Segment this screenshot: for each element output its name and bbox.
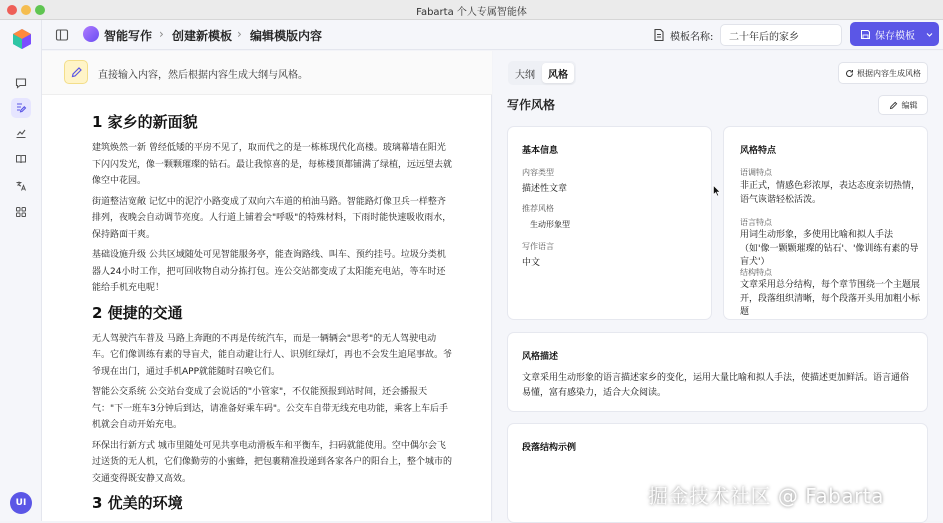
section-heading: 1 家乡的新面貌: [92, 113, 198, 131]
tab-outline[interactable]: 大纲: [515, 69, 535, 81]
style-traits-title: 风格特点: [740, 146, 777, 156]
section-heading: 3 优美的环境: [92, 494, 183, 512]
save-icon: [860, 29, 871, 40]
tone-label: 语调特点: [740, 168, 772, 177]
analysis-icon[interactable]: [11, 123, 31, 143]
structure-text: 文章采用总分结构，每个章节围绕一个主题展开，段落组织清晰，每个段落开头用加粗小标题: [740, 280, 921, 317]
paragraph: 基础设施升级 公共区域随处可见智能服务亭，能查询路线、叫车、预约挂号。垃圾分类机器人24小时工作，把可回收物自动分拣打包。连公交站都变成了太阳能充电站，等车时还能给手机充电呢！: [92, 250, 446, 293]
save-template-button[interactable]: [850, 22, 939, 46]
template-name-input[interactable]: [720, 24, 842, 46]
paragraph: 街道整洁宽敞 记忆中的泥泞小路变成了双向六车道的柏油马路。智能路灯像卫兵一样整齐排列，夜晚会自动调节亮度。人行道上铺着会"呼吸"的特殊材料，下雨时能快速吸收雨水，保持路面干爽。: [92, 196, 452, 240]
write-icon[interactable]: [11, 98, 31, 118]
language-traits-label: 语言特点: [740, 218, 772, 227]
style-description-title: 风格描述: [522, 352, 559, 362]
tone-text: 非正式，情感色彩浓厚，表达态度亲切热情，语气诙谐轻松活泼。: [740, 181, 921, 205]
chevron-right-icon: ›: [237, 27, 242, 41]
pencil-icon: [64, 60, 88, 84]
breadcrumb-writing[interactable]: 智能写作: [104, 29, 153, 43]
chevron-down-icon: [925, 30, 934, 39]
top-header: [42, 20, 943, 50]
paragraph: 建筑焕然一新 曾经低矮的平房不见了，取而代之的是一栋栋现代化高楼。玻璃幕墙在阳光下闪闪发光，像一颗颗璀璨的钻石。最让我惊喜的是，每栋楼顶都铺满了绿植，远远望去就像空中花园。: [92, 143, 453, 186]
editor-hint-text: 直接输入内容，然后根据内容生成大纲与风格。: [98, 70, 308, 81]
tab-style[interactable]: 风格: [542, 63, 574, 83]
paragraph-example-title: 段落结构示例: [522, 443, 577, 453]
edit-label: 编辑: [901, 100, 918, 110]
window-titlebar: [0, 0, 943, 20]
refresh-icon: [845, 69, 854, 78]
mouse-cursor-icon: [713, 185, 721, 197]
breadcrumb-edit-content: 编辑模版内容: [250, 29, 323, 43]
style-description-card: [507, 332, 928, 412]
language-label: 写作语言: [522, 242, 554, 251]
style-panel: [493, 51, 943, 521]
app-logo-icon: [11, 28, 33, 50]
user-avatar[interactable]: UI: [10, 492, 32, 514]
language-traits-text: 用词生动形象，多使用比喻和拟人手法（如'像一颗颗璀璨的钻石'、'像训练有素的导盲犬'）: [740, 230, 919, 267]
basic-info-title: 基本信息: [522, 146, 559, 156]
recommended-style-label: 推荐风格: [522, 204, 554, 213]
paragraph: 无人驾驶汽车普及 马路上奔跑的不再是传统汽车，而是一辆辆会"思考"的无人驾驶电动车。它们像训练有素的导盲犬，能自动避让行人、识别红绿灯，再也不会发生追尾事故。爷爷现在出门，通过手机APP就能随时召唤它们。: [92, 333, 453, 377]
content-editor[interactable]: [42, 51, 492, 521]
watermark-text: 掘金技术社区 @ Fabarta: [648, 484, 884, 508]
basic-info-card: [507, 126, 712, 320]
knowledge-book-icon[interactable]: [11, 149, 31, 169]
content-type-label: 内容类型: [522, 168, 554, 177]
editor-hint-bar: [42, 51, 492, 95]
save-template-label: 保存模板: [875, 30, 915, 42]
apps-grid-icon[interactable]: [11, 202, 31, 222]
breadcrumb-create-template[interactable]: 创建新模板: [172, 29, 233, 43]
recommended-style-value: 生动形象型: [530, 220, 570, 229]
sidebar-rail: [0, 20, 42, 521]
sidebar-toggle-icon[interactable]: [55, 28, 69, 42]
writing-style-title: 写作风格: [507, 98, 556, 112]
window-title: Fabarta 个人专属智能体: [416, 7, 527, 18]
style-traits-card: [723, 126, 928, 320]
edit-style-button[interactable]: [878, 95, 928, 115]
style-description-text: 文章采用生动形象的语言描述家乡的变化，运用大量比喻和拟人手法，使描述更加鲜活。语言通俗易懂，富有感染力，适合大众阅读。: [522, 373, 910, 398]
section-heading: 2 便捷的交通: [92, 303, 183, 322]
document-body[interactable]: [92, 106, 452, 521]
paragraph: 智能公交系统 公交站台变成了会说话的"小管家"，不仅能预报到站时间，还会播报天气："下一班车3分钟后到达，请准备好乘车码"。公交车自带无线充电功能，乘客上车后手机就会自动开始充电。: [92, 387, 449, 430]
translate-icon[interactable]: [11, 176, 31, 196]
chat-icon[interactable]: [11, 73, 31, 93]
panel-tabs: [508, 61, 576, 85]
paragraph: 环保出行新方式 城市里随处可见共享电动滑板车和平衡车，扫码就能使用。空中偶尔会飞过送货的无人机，它们像勤劳的小蜜蜂，把包裹精准投递到各家各户的阳台上，整个城市的交通变得既安静又高效。: [92, 440, 453, 484]
structure-label: 结构特点: [740, 268, 772, 277]
content-type-value: 描述性文章: [522, 184, 568, 194]
language-value: 中文: [522, 258, 541, 268]
document-icon: [653, 28, 665, 42]
chevron-right-icon: ›: [159, 27, 164, 41]
template-name-label: 模板名称:: [670, 32, 714, 43]
writing-app-icon: [83, 26, 99, 42]
generate-style-button[interactable]: [838, 62, 928, 84]
generate-style-label: 根据内容生成风格: [857, 68, 921, 78]
edit-pencil-icon: [889, 101, 898, 110]
